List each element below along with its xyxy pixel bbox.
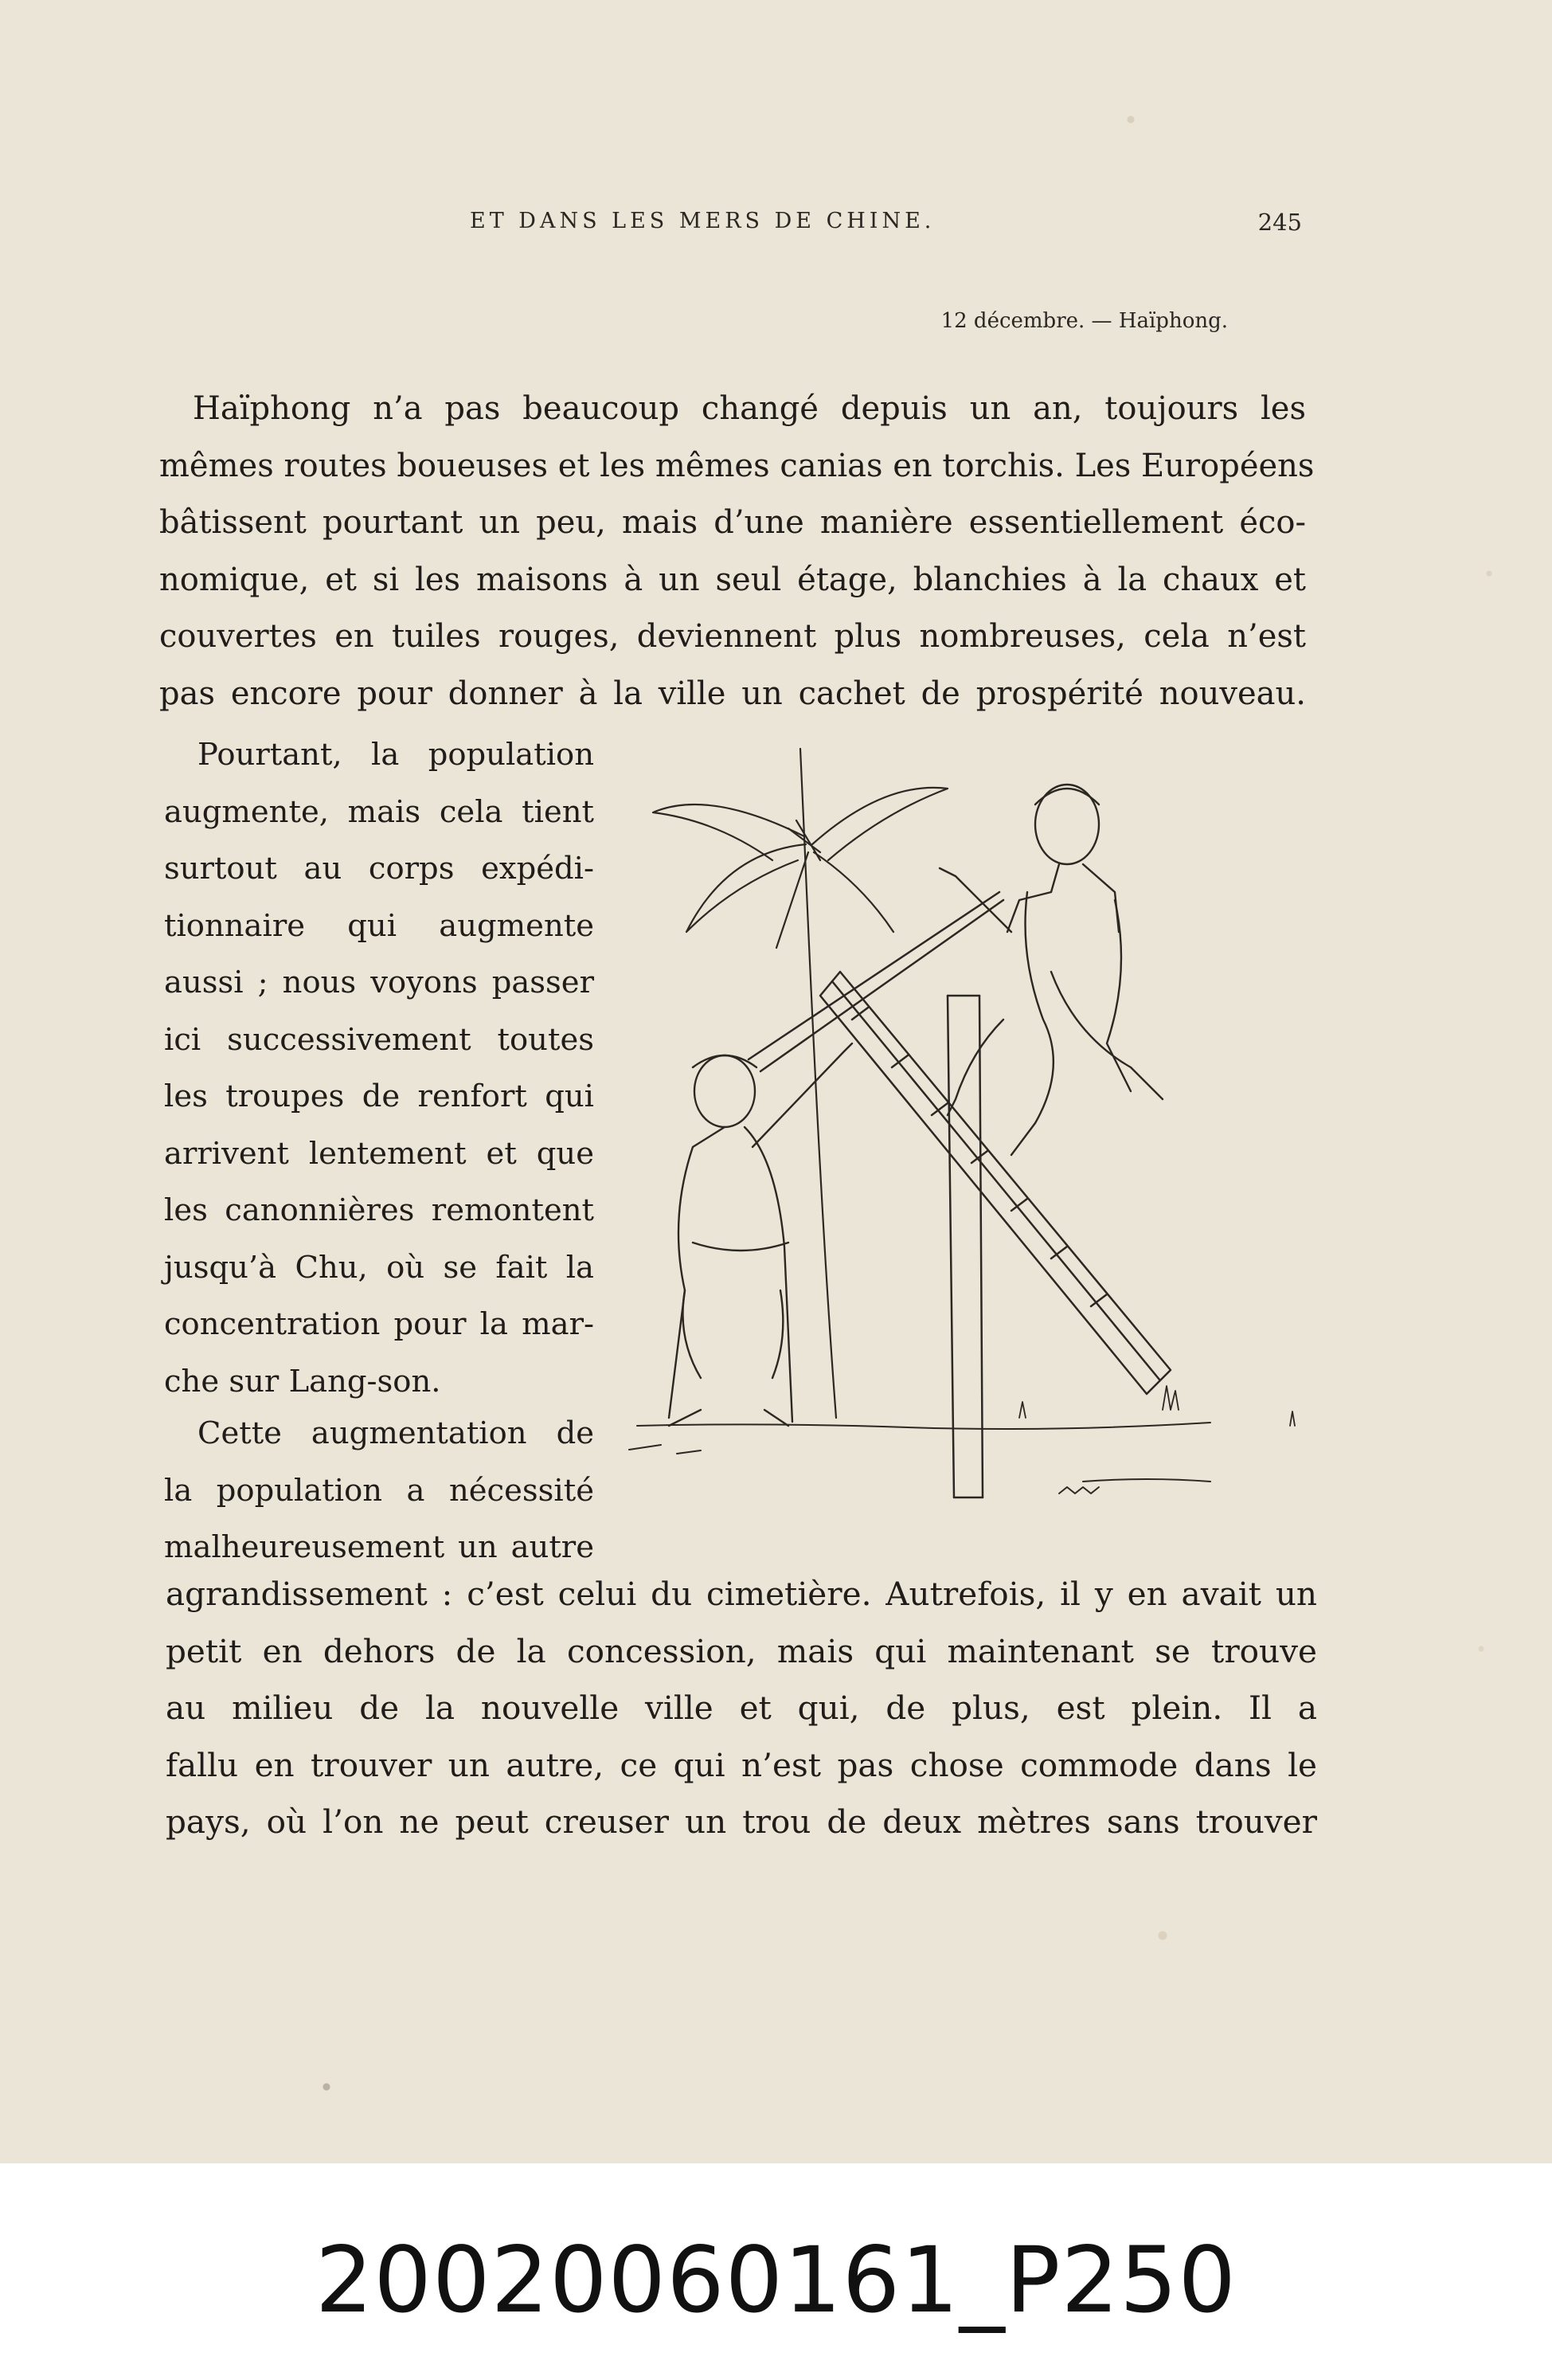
page-header [470,209,1302,241]
text-line: jusqu’à Chu, où se fait la [164,1249,594,1286]
text-line: au milieu de la nouvelle ville et qui, de plus, est plein. Il a [166,1689,1317,1727]
paragraph-3 [164,1405,594,1576]
grass-tufts [1019,1386,1295,1426]
paragraph-2 [164,726,594,1410]
text-line: petit en dehors de la concession, mais qui maintenant se trouve [166,1631,1317,1670]
text-line: nomique, et si les maisons à un seul étage, blanchies à la chaux et [159,561,1306,598]
text-line: Haïphong n’a pas beaucoup changé depuis un an, toujours les [193,390,1306,427]
text-line: Pourtant, la population [197,737,594,773]
archive-footer [0,2163,1552,2380]
text-line: fallu en trouver un autre, ce qui n’est pas chose commode dans le [166,1745,1317,1784]
paragraph-1 [159,381,1315,722]
seesaw-beam [749,892,1171,1394]
text-line: couvertes en tuiles rouges, deviennent plus nombreuses, cela n’est [159,618,1306,655]
text-line: concentration pour la mar- [164,1306,594,1342]
text-line: les canonnières remontent [164,1192,594,1228]
text-line: agrandissement : c’est celui du cimetière. Autrefois, il y en avait un [166,1575,1317,1613]
seesaw-illustration [605,733,1322,1553]
text-line: aussi ; nous voyons passer [164,965,594,1000]
text-line: la population a nécessité [164,1472,594,1509]
paragraph-4 [166,1566,1317,1851]
running-head: ET DANS LES MERS DE CHINE. [470,209,936,233]
text-line: bâtissent pourtant un peu, mais d’une manière essentiellement éco- [159,504,1306,541]
text-line: malheureusement un autre [164,1529,594,1565]
seesaw-post [948,996,983,1497]
upper-figure [940,785,1163,1155]
archive-id-label: 20020060161_P250 [315,2227,1237,2333]
ground-lines [629,1423,1210,1493]
text-line: surtout au corps expédi- [164,851,594,887]
text-line: Cette augmentation de [197,1415,594,1451]
text-line: les troupes de renfort qui [164,1078,594,1114]
dateline: 12 décembre. — Haïphong. [940,309,1228,333]
text-line: arrivent lentement et que [164,1135,594,1172]
text-line: pays, où l’on ne peut creuser un trou de deux mètres sans trouver [166,1803,1317,1841]
text-line: pas encore pour donner à la ville un cachet de prospérité nouveau. [159,675,1306,712]
text-line: che sur Lang-son. [164,1363,441,1399]
text-line: mêmes routes boueuses et les mêmes canias en torchis. Les Européens [159,447,1315,484]
text-line: augmente, mais cela tient [164,793,594,830]
page-number: 245 [1257,209,1302,236]
palm-tree [653,749,948,1418]
text-line: ici successivement toutes [164,1021,594,1058]
text-line: tionnaire qui augmente [164,907,594,944]
